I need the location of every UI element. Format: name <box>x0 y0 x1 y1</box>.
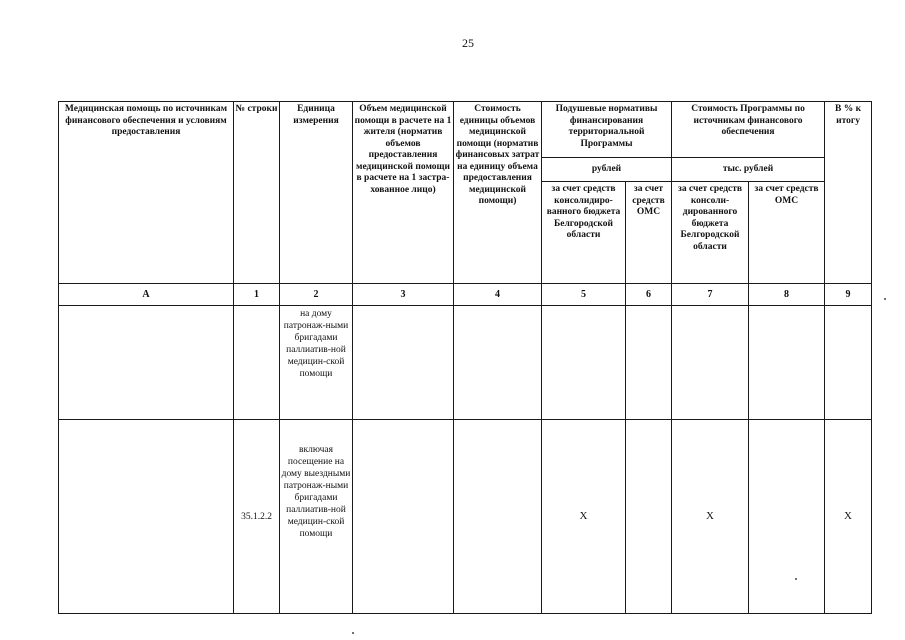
row-cell <box>626 420 672 614</box>
row-description <box>59 306 234 420</box>
index-cell: 8 <box>749 284 825 306</box>
row-cell <box>454 420 542 614</box>
index-cell: 2 <box>280 284 353 306</box>
row-cell <box>626 306 672 420</box>
row-cell <box>672 306 749 420</box>
header-col-a: Медицинская помощь по источникам финансового обеспечения и условиям предоставления <box>59 102 234 284</box>
index-cell: 9 <box>825 284 872 306</box>
scan-speck <box>795 578 797 580</box>
index-cell: 6 <box>626 284 672 306</box>
header-col-6: за счет средств ОМС <box>626 182 672 284</box>
row-cell <box>353 420 454 614</box>
row-unit: включая посещение на дому выездными патронаж-ными бригадами паллиатив-ной медицин-ской помощи <box>280 420 353 614</box>
index-cell: 5 <box>542 284 626 306</box>
financing-table <box>58 101 872 614</box>
row-cell <box>542 306 626 420</box>
header-group-per-capita: Подушевые нормативы финансирования территориальной Программы <box>542 102 672 158</box>
row-cell <box>749 306 825 420</box>
header-col-9: В % к итогу <box>825 102 872 284</box>
row-cell <box>749 420 825 614</box>
index-cell: 3 <box>353 284 454 306</box>
row-description <box>59 420 234 614</box>
page-number: 25 <box>462 36 474 50</box>
header-unit-thousand-rub: тыс. рублей <box>672 158 825 182</box>
row-cell <box>454 306 542 420</box>
table-row <box>59 306 872 420</box>
header-col-4: Стоимость единицы объемов медицинской помощи (норматив финансовых затрат на единицу объема предоставления медицинской помощи) <box>454 102 542 284</box>
index-cell: 4 <box>454 284 542 306</box>
index-cell: 7 <box>672 284 749 306</box>
index-cell: 1 <box>234 284 280 306</box>
row-cell: Х <box>825 420 872 614</box>
header-col-1: № строки <box>234 102 280 284</box>
header-unit-rub: рублей <box>542 158 672 182</box>
header-col-8: за счет средств ОМС <box>749 182 825 284</box>
row-cell <box>353 306 454 420</box>
row-line-number <box>234 306 280 420</box>
header-col-5: за счет средств консолидиро-ванного бюджета Белгородской области <box>542 182 626 284</box>
scan-speck <box>352 632 354 634</box>
row-line-number: 35.1.2.2 <box>234 420 280 614</box>
header-col-7: за счет средств консоли-дированного бюджета Белгородской области <box>672 182 749 284</box>
row-cell: Х <box>672 420 749 614</box>
row-unit: на дому патронаж-ными бригадами паллиатив-ной медицин-ской помощи <box>280 306 353 420</box>
row-cell: Х <box>542 420 626 614</box>
row-cell <box>825 306 872 420</box>
index-cell: А <box>59 284 234 306</box>
header-col-3: Объем медицинской помощи в расчете на 1 жителя (норматив объемов предоставления медицинской помощи в расчете на 1 застра-хованное лицо) <box>353 102 454 284</box>
column-index-row <box>59 284 872 306</box>
header-row-1 <box>59 102 872 158</box>
header-col-2: Единица измерения <box>280 102 353 284</box>
financing-table-container <box>58 101 871 613</box>
header-group-cost: Стоимость Программы по источникам финансового обеспечения <box>672 102 825 158</box>
scan-speck <box>884 298 886 300</box>
table-row <box>59 420 872 614</box>
